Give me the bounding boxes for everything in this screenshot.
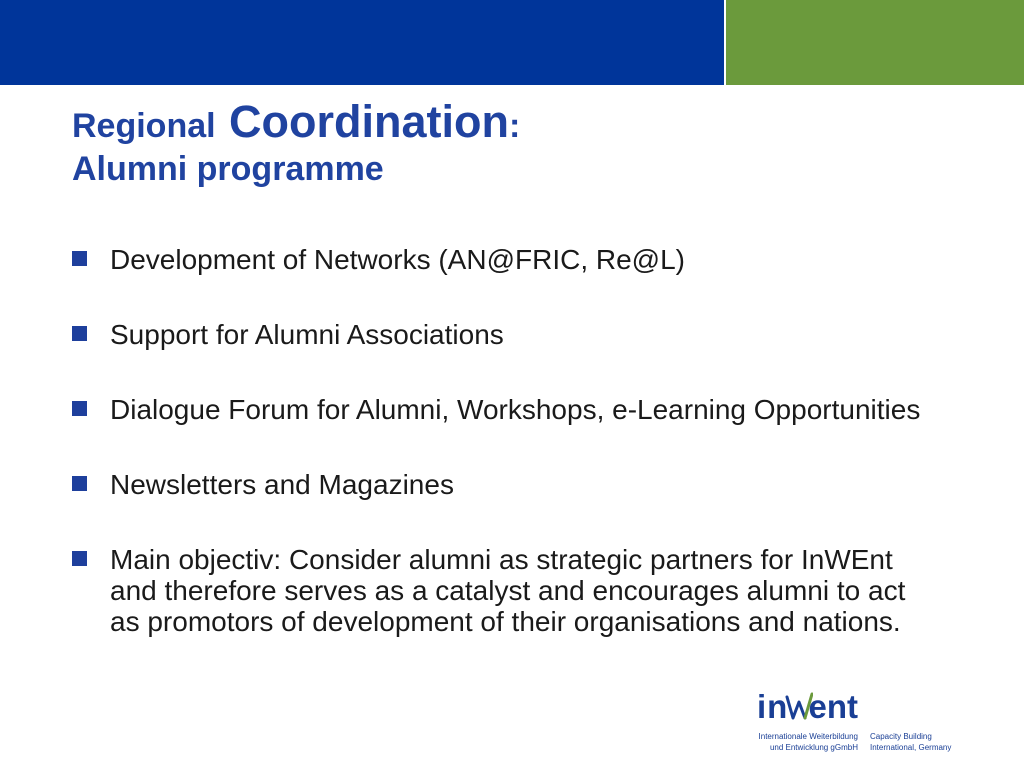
logo-tagline: [870, 731, 951, 753]
logo-wordmark-in: in: [757, 688, 789, 725]
logo-org-line: Internationale Weiterbildung: [758, 732, 858, 741]
title-word-regional: Regional: [72, 107, 216, 145]
bullet-text: Development of Networks (AN@FRIC, Re@L): [110, 244, 685, 275]
logo-wordmark-ent: ent: [808, 688, 858, 725]
logo-org-line: und Entwicklung gGmbH: [769, 743, 858, 752]
title-colon: :: [509, 107, 521, 145]
logo-tagline-line: International, Germany: [870, 743, 952, 752]
bullet-item: [72, 544, 920, 637]
bullet-text-line: as promotors of development of their organisations and nations.: [110, 606, 901, 637]
bullet-text: Newsletters and Magazines: [110, 469, 454, 500]
logo-mark-blue-stroke: [787, 697, 805, 718]
square-bullet-icon: [72, 251, 87, 266]
bullet-list: [72, 244, 920, 681]
bullet-item: [72, 244, 920, 275]
bullet-text-line: Main objectiv: Consider alumni as strategic partners for InWEnt: [110, 544, 893, 575]
square-bullet-icon: [72, 476, 87, 491]
title-word-coordination: Coordination: [229, 96, 509, 147]
bullet-text-line: and therefore serves as a catalyst and encourages alumni to act: [110, 575, 906, 606]
bullet-text: Dialogue Forum for Alumni, Workshops, e-Learning Opportunities: [110, 394, 921, 425]
header-bar-blue: [0, 0, 724, 85]
bullet-item: [72, 394, 920, 425]
header-bar-green: [726, 0, 1024, 85]
logo-tagline-line: Capacity Building: [870, 732, 932, 741]
square-bullet-icon: [72, 551, 87, 566]
bullet-text: Support for Alumni Associations: [110, 319, 504, 350]
bullet-item: [72, 469, 920, 500]
bullet-item: [72, 319, 920, 350]
logo-org-name: [759, 731, 858, 753]
square-bullet-icon: [72, 326, 87, 341]
slide-title: [72, 96, 521, 147]
slide-subtitle: Alumni programme: [72, 150, 384, 188]
square-bullet-icon: [72, 401, 87, 416]
